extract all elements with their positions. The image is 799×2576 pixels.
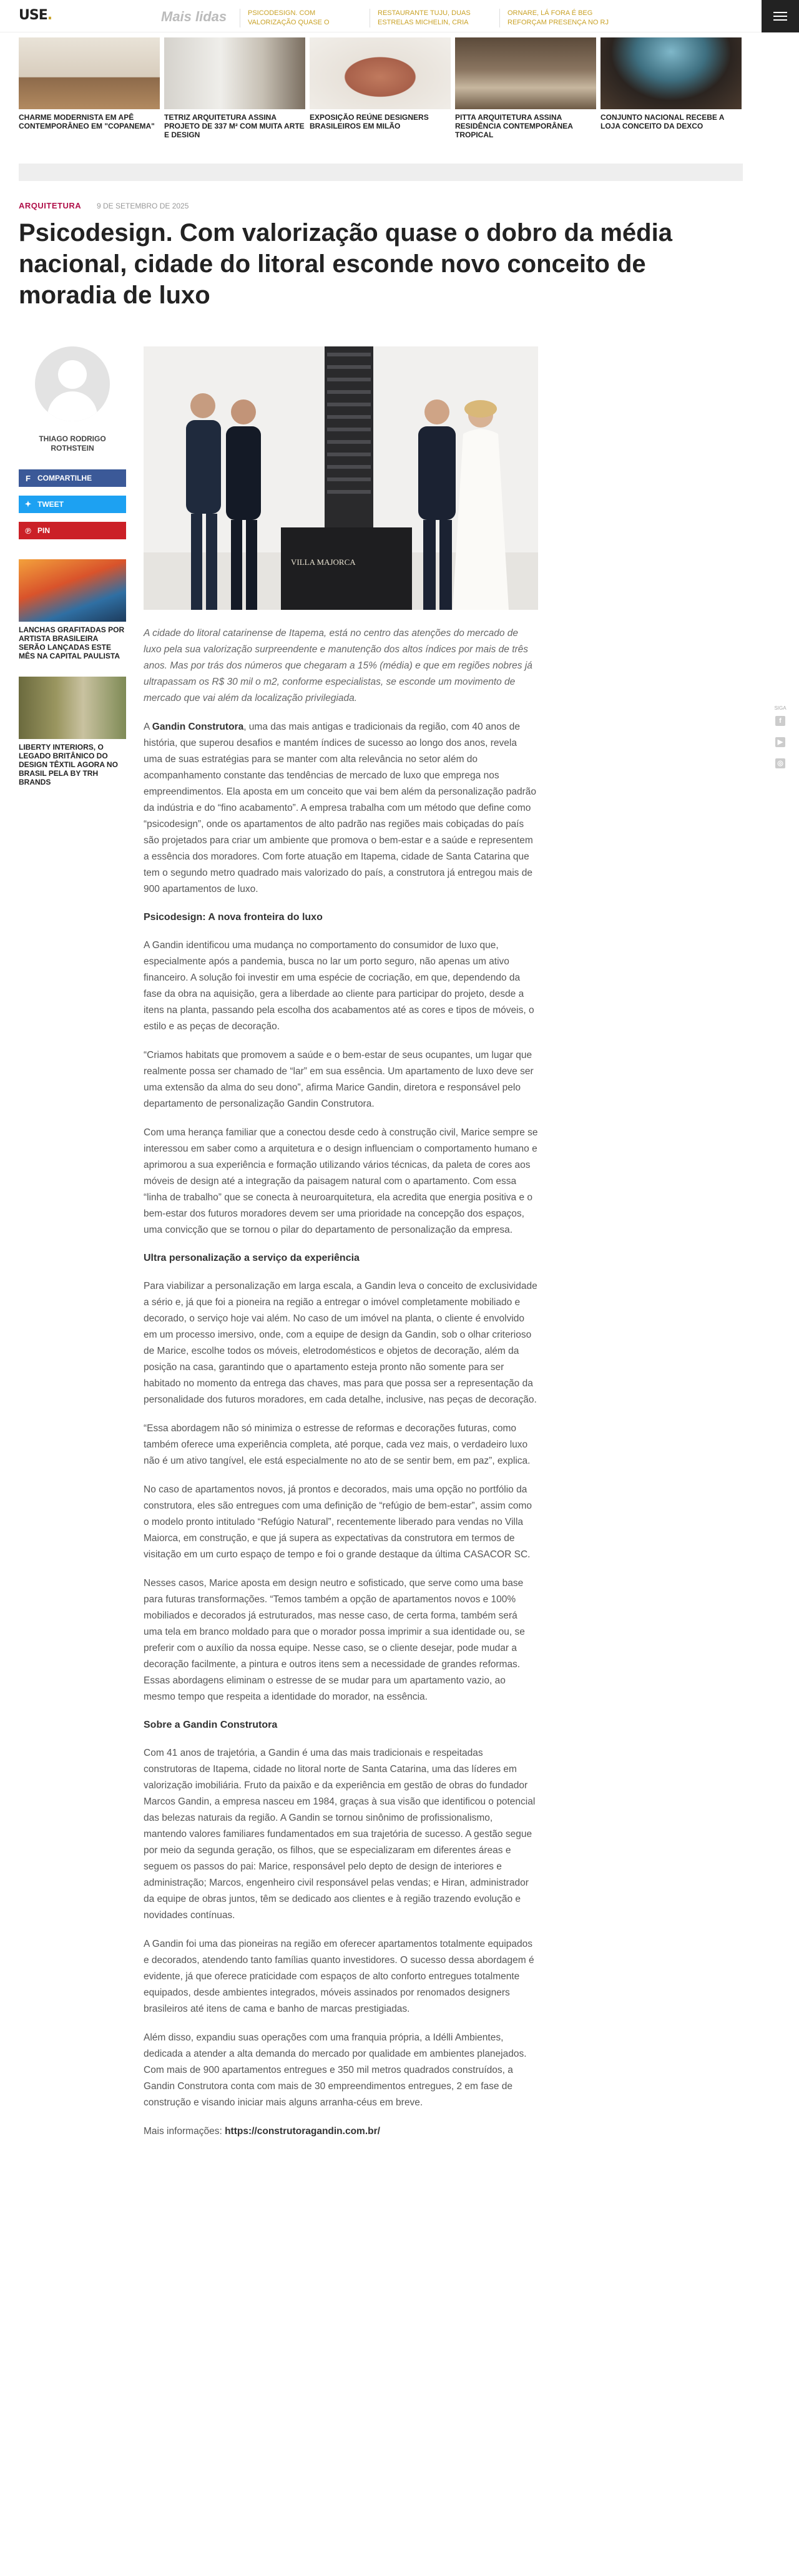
post-caption[interactable]: LIBERTY INTERIORS, O LEGADO BRITÂNICO DO DESIGN TÊXTIL AGORA NO BRASIL PELA BY TRH BRANDS bbox=[19, 743, 118, 786]
more-info-label: Mais informações: bbox=[144, 2126, 225, 2137]
featured-post[interactable] bbox=[455, 37, 596, 139]
post-caption[interactable]: CONJUNTO NACIONAL RECEBE A LOJA CONCEITO DA DEXCO bbox=[600, 113, 725, 130]
author-name[interactable]: THIAGO RODRIGO ROTHSTEIN bbox=[39, 434, 106, 453]
pinterest-share-button[interactable] bbox=[19, 522, 126, 539]
menu-bar-icon bbox=[773, 16, 787, 17]
featured-posts-row bbox=[19, 37, 743, 150]
most-read-link[interactable]: RESTAURANTE TUJU, DUAS ESTRELAS MICHELIN, CRIA bbox=[370, 9, 488, 27]
paragraph-text: , uma das mais antigas e tradicionais da região, com 40 anos de história, que superou desafios e mantém índices de sucesso ao longo dos anos, revela uma de suas estratégias para se manter com alta relevância no setor além do acompanhamento constante das tendências de mercado de luxo que emprega nos empreendimentos. Ela aposta em um conceito que vai bem além da personalização padrão da indústria e do “fino acabamento”. A empresa trabalha com um método que define como “psicodesign”, onde os apartamentos de alto padrão nas regiões mais cobiçadas do país são projetados para criar um ambiente que promova o bem-estar e a saúde e representem a essência dos moradores. Com forte atuação em Itapema, cidade de Santa Catarina que tem o segundo metro quadrado mais valorizado do país, a construtora já entregou mais de 900 apartamentos de luxo. bbox=[144, 722, 536, 894]
logo-text: USE bbox=[19, 7, 47, 23]
follow-label: SIGA bbox=[774, 705, 787, 711]
post-caption[interactable]: CHARME MODERNISTA EM APÊ CONTEMPORÂNEO EM "COPANEMA" bbox=[19, 113, 155, 130]
most-read-link[interactable]: ORNARE, LÁ FORA É BEG REFORÇAM PRESENÇA NO RJ bbox=[499, 9, 618, 27]
company-name: Gandin Construtora bbox=[152, 722, 244, 732]
post-caption[interactable]: PITTA ARQUITETURA ASSINA RESIDÊNCIA CONTEMPORÂNEA TROPICAL bbox=[455, 113, 573, 139]
avatar-body-shape bbox=[47, 391, 97, 421]
paragraph-text: A bbox=[144, 722, 152, 732]
post-thumbnail[interactable] bbox=[19, 677, 126, 739]
article-paragraph: Além disso, expandiu suas operações com uma franquia própria, a Idélli Ambientes, dedicada a atender a alta demanda do mercado por qualidade em ambientes planejados. Com mais de 900 apartamentos entregues e 350 mil metros quadrados construídos, a Gandin Construtora conta com mais de 30 empreendimentos entregues, 2 em fase de construção e visando iniciar mais alguns arranha-céus em breve. bbox=[144, 2032, 527, 2108]
most-read-label: Mais lidas bbox=[161, 9, 227, 24]
article-hero-image bbox=[144, 346, 538, 610]
twitter-share-button[interactable] bbox=[19, 496, 126, 513]
sidebar-post[interactable] bbox=[19, 677, 126, 786]
site-header bbox=[0, 0, 799, 32]
article-lead: A cidade do litoral catarinense de Itapema, está no centro das atenções do mercado de luxo pela sua valorização surpreendente e manutenção dos altos índices por mais de três anos. Mas por trás dos números que chegaram a 15% (média) e que em regiões nobres já ultrapassam os R$ 30 mil o m2, conforme especialistas, se esconde um movimento de mercado que vai além da localização privilegiada. bbox=[144, 628, 532, 703]
post-thumbnail[interactable] bbox=[19, 37, 160, 109]
post-caption[interactable]: EXPOSIÇÃO REÚNE DESIGNERS BRASILEIROS EM MILÃO bbox=[310, 113, 429, 130]
site-logo[interactable] bbox=[19, 7, 52, 23]
article-paragraph bbox=[144, 719, 538, 898]
youtube-icon[interactable]: ▶ bbox=[775, 737, 785, 747]
post-thumbnail[interactable] bbox=[19, 559, 126, 622]
logo-dot: . bbox=[47, 7, 52, 23]
section-heading: Sobre a Gandin Construtora bbox=[144, 1720, 278, 1730]
pinterest-icon: ℗ bbox=[25, 526, 31, 536]
article-paragraph: Para viabilizar a personalização em larga escala, a Gandin leva o conceito de exclusividade a sério e, já que foi a pioneira na região a entregar o imóvel completamente mobiliado e decorado, o serviço hoje vai além. No caso de um imóvel na planta, o cliente é envolvido em um processo imersivo, onde, com a equipe de design da Gandin, sob o olhar criterioso de Marice, escolhe todos os móveis, eletrodomésticos e objetos de decoração, além da posição na casa, garantindo que o apartamento esteja pronto não somente para ser habitado no momento da entrega das chaves, mas para que possa ser a representação da personalidade dos futuros moradores, em cada detalhe, inclusive, nas peças de decoração. bbox=[144, 1281, 537, 1405]
featured-post[interactable] bbox=[310, 37, 451, 130]
company-website-link[interactable]: https://construtoragandin.com.br/ bbox=[225, 2126, 380, 2137]
hamburger-menu-button[interactable] bbox=[762, 0, 799, 32]
ad-banner bbox=[19, 164, 743, 181]
article-paragraph: A Gandin identificou uma mudança no comportamento do consumidor de luxo que, especialmente após a pandemia, busca no lar um porto seguro, não apenas um ativo financeiro. A solução foi investir em uma espécie de cocriação, em que, dependendo da fase da obra na aquisição, gera a liberdade ao cliente para participar do projeto, desde a itens na planta, passando pela escolha dos acabamentos até as cores e tipos de móveis, o estilo e as peças de decoração. bbox=[144, 940, 534, 1032]
section-heading: Psicodesign: A nova fronteira do luxo bbox=[144, 912, 323, 923]
article-date: 9 DE SETEMBRO DE 2025 bbox=[97, 202, 189, 210]
share-label: PIN bbox=[37, 526, 51, 535]
facebook-icon[interactable]: f bbox=[775, 716, 785, 726]
article-title: Psicodesign. Com valorização quase o dobro da média nacional, cidade do litoral esconde novo conceito de moradia de luxo bbox=[19, 219, 672, 309]
floating-social-bar bbox=[768, 705, 793, 780]
featured-post[interactable] bbox=[19, 37, 160, 130]
sidebar-post[interactable] bbox=[19, 559, 126, 660]
share-label: TWEET bbox=[37, 500, 64, 509]
article-paragraph: No caso de apartamentos novos, já prontos e decorados, mais uma opção no portfólio da construtora, eles são entregues com uma definição de “refúgio de bem-estar”, assim como o modelo pronto intitulado “Refúgio Natural”, recentemente liberado para vendas no Villa Maiorca, em construção, e que já supera as expectativas da construtora em termos de visitação em um curto espaço de tempo e foi o grande destaque da última CASACOR SC. bbox=[144, 1484, 532, 1560]
post-caption[interactable]: LANCHAS GRAFITADAS POR ARTISTA BRASILEIRA SERÃO LANÇADAS ESTE MÊS NA CAPITAL PAULISTA bbox=[19, 625, 125, 660]
article-paragraph: “Criamos habitats que promovem a saúde e o bem-estar de seus ocupantes, um lugar que realmente possa ser chamado de “lar” em sua essência. Um apartamento de luxo deve ser uma extensão da alma do seu dono”, afirma Marice Gandin, diretora e responsável pelo departamento de personalização Gandin Construtora. bbox=[144, 1050, 534, 1109]
post-caption[interactable]: TETRIZ ARQUITETURA ASSINA PROJETO DE 337 M² COM MUITA ARTE E DESIGN bbox=[164, 113, 305, 139]
article-paragraph: Com 41 anos de trajetória, a Gandin é uma das mais tradicionais e respeitadas construtoras de Itapema, cidade no litoral norte de Santa Catarina, uma das líderes em valorização imobiliária. Fruto da paixão e da experiência em gestão de obras do fundador Marcos Gandin, a empresa nasceu em 1984, graças à sua visão que identificou o potencial das belezas naturais da região. A Gandin se tornou sinônimo de profissionalismo, mantendo valores familiares fundamentados em sua trajetória de sucesso. A gestão segue por meio da segunda geração, os filhos, que se especializaram em diferentes áreas e seguem os passos do pai: Marice, responsável pelo depto de design de interiores e administração; Marcos, engenheiro civil responsável pelas vendas; e Hiran, administrador da equipe de obras juntos, têm se dedicado aos clientes e à região trazendo evolução e novidades contínuas. bbox=[144, 1748, 536, 1921]
featured-post[interactable] bbox=[600, 37, 742, 130]
hero-sign-text: VILLA MAJORCA bbox=[291, 557, 356, 567]
post-thumbnail[interactable] bbox=[600, 37, 742, 109]
facebook-share-button[interactable] bbox=[19, 469, 126, 487]
facebook-icon: F bbox=[26, 473, 31, 483]
article-paragraph: “Essa abordagem não só minimiza o estresse de reformas e decorações futuras, como também oferece uma experiência completa, até porque, cada vez mais, o verdadeiro luxo não é um ativo tangível, ele está especialmente no ato de se sentir bem, em paz”, explica. bbox=[144, 1423, 531, 1466]
post-thumbnail[interactable] bbox=[310, 37, 451, 109]
author-avatar[interactable] bbox=[35, 346, 110, 421]
post-thumbnail[interactable] bbox=[164, 37, 305, 109]
section-heading: Ultra personalização a serviço da experiência bbox=[144, 1253, 360, 1263]
article-body bbox=[144, 625, 538, 2152]
instagram-icon[interactable]: ◎ bbox=[775, 758, 785, 768]
article-paragraph: A Gandin foi uma das pioneiras na região em oferecer apartamentos totalmente equipados e decorados, atendendo tanto famílias quanto investidores. O sucesso dessa abordagem é evidente, já que oferece praticidade com espaços de alto conforto entregues totalmente equipados, desde ambientes integrados, móveis assinados por renomados designers brasileiros até itens de cama e banho de marcas prestigiadas. bbox=[144, 1939, 534, 2014]
article-paragraph: Com uma herança familiar que a conectou desde cedo à construção civil, Marice sempre se interessou em saber como a arquitetura e o design influenciam o comportamento humano e aprimorou a sua experiência e formação utilizando vários técnicas, da paleta de cores aos móveis de design até a integração da paisagem natural com o apartamento. Com essa “linha de trabalho” que se conecta à neuroarquitetura, ela acredita que energia positiva e o bem-estar dos futuros moradores devem ser uma prioridade na concepção dos espaços, uma convicção que se tornou o pilar do departamento de personalização da empresa. bbox=[144, 1127, 538, 1235]
article-category[interactable]: ARQUITETURA bbox=[19, 201, 82, 210]
menu-bar-icon bbox=[773, 12, 787, 13]
hero-photo-illustration bbox=[144, 346, 538, 610]
post-thumbnail[interactable] bbox=[455, 37, 596, 109]
avatar-head-shape bbox=[58, 360, 87, 389]
featured-post[interactable] bbox=[164, 37, 305, 139]
article-paragraph: Nesses casos, Marice aposta em design neutro e sofisticado, que serve como uma base para futuras transformações. “Temos também a opção de apartamentos novos e 100% mobiliados e decorados já estruturados, mas nesse caso, de certa forma, também será uma tela em branco moldado para que o morador possa imprimir a sua identidade ou, se preferir com o auxílio da nossa equipe. Nesse caso, se o cliente desejar, pode mudar a decoração facilmente, a pintura e outros itens sem a necessidade de grandes reformas. Essas abordagens eliminam o estresse de se mudar para um apartamento vazio, ao mesmo tempo que respeita a identidade do morador, na essência. bbox=[144, 1578, 525, 1702]
twitter-icon: ✦ bbox=[24, 499, 32, 509]
share-label: COMPARTILHE bbox=[37, 474, 92, 482]
more-info bbox=[144, 2123, 538, 2140]
menu-bar-icon bbox=[773, 19, 787, 21]
most-read-link[interactable]: PSICODESIGN. COM VALORIZAÇÃO QUASE O bbox=[240, 9, 358, 27]
